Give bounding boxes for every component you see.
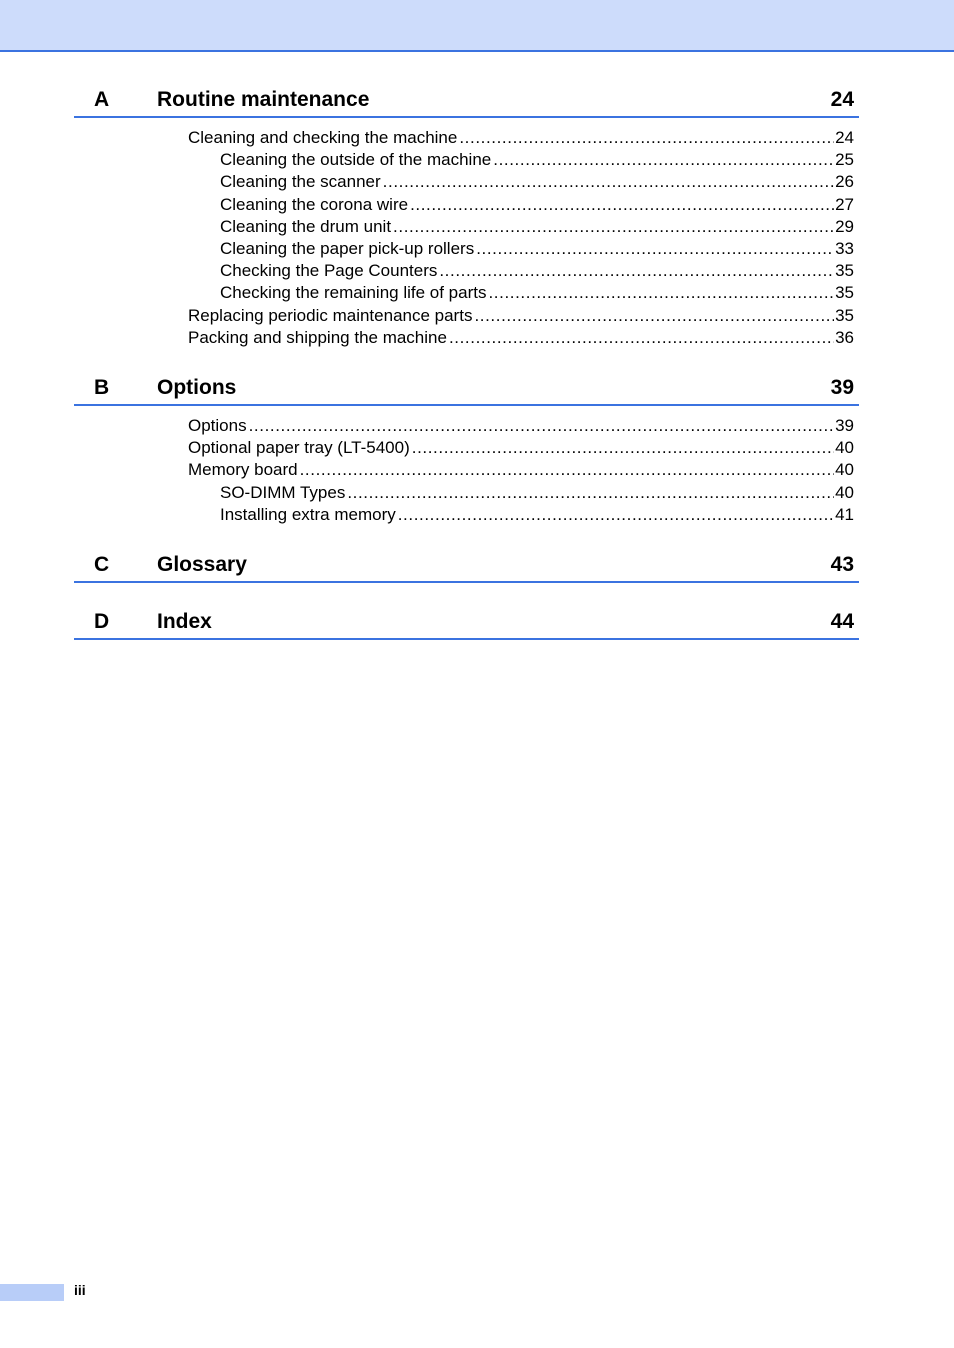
dot-leader <box>488 282 834 304</box>
toc-entry-title: Cleaning and checking the machine <box>188 128 458 147</box>
dot-leader <box>393 216 834 238</box>
toc-entry-title: Cleaning the drum unit <box>220 216 392 236</box>
dot-leader <box>347 482 834 504</box>
toc-entry-page: 35 <box>835 305 854 325</box>
chapter-heading[interactable] <box>74 551 859 583</box>
toc-entry-title: SO-DIMM Types <box>220 482 346 502</box>
dot-leader <box>439 260 834 282</box>
chapter-page-number: 39 <box>830 376 854 399</box>
chapter-letter: C <box>94 553 110 576</box>
toc-entry-page: 26 <box>835 172 854 192</box>
toc-entry[interactable] <box>220 504 854 526</box>
chapter-b <box>74 374 859 526</box>
toc-entry-title: Cleaning the paper pick-up rollers <box>220 238 475 258</box>
toc-entry-page: 36 <box>835 327 854 347</box>
toc-entry-title: Optional paper tray (LT-5400) <box>188 438 410 458</box>
toc-entry-title: Options <box>188 416 247 435</box>
dot-leader <box>474 305 834 327</box>
toc-entry-page: 27 <box>835 194 854 214</box>
chapter-title: Options <box>157 376 237 399</box>
footer-tab <box>0 1284 64 1301</box>
toc-entry[interactable] <box>220 282 854 304</box>
toc-entry-page: 41 <box>835 504 854 524</box>
toc-entry-page: 40 <box>835 460 854 480</box>
toc-entry-page: 39 <box>835 416 854 435</box>
chapter-entries <box>74 415 859 526</box>
toc-entry-title: Installing extra memory <box>220 504 396 524</box>
chapter-page-number: 44 <box>830 610 854 633</box>
toc-entry[interactable] <box>220 171 854 193</box>
toc-entry[interactable] <box>188 305 854 327</box>
toc-entry[interactable] <box>220 482 854 504</box>
chapter-entries <box>74 127 859 349</box>
chapter-page-number: 24 <box>830 88 854 111</box>
chapter-letter: D <box>94 610 110 633</box>
chapter-heading[interactable] <box>74 374 859 406</box>
toc-entry-page: 40 <box>835 438 854 458</box>
toc-entry-page: 25 <box>835 150 854 170</box>
toc-entry-page: 24 <box>835 128 854 147</box>
toc-entry[interactable] <box>220 238 854 260</box>
toc-entry[interactable] <box>220 149 854 171</box>
toc-entry[interactable] <box>188 459 854 481</box>
toc-entry-page: 29 <box>835 216 854 236</box>
chapter-page-number: 43 <box>830 553 854 576</box>
chapter-heading[interactable] <box>74 86 859 118</box>
chapter-letter: A <box>94 88 110 111</box>
chapter-c <box>74 551 859 583</box>
chapter-letter: B <box>94 376 110 399</box>
toc-entry-title: Packing and shipping the machine <box>188 327 447 347</box>
toc-entry-title: Cleaning the outside of the machine <box>220 150 492 170</box>
dot-leader <box>410 194 834 216</box>
toc-entry[interactable] <box>220 194 854 216</box>
header-band <box>0 0 954 52</box>
dot-leader <box>249 415 834 437</box>
toc-entry[interactable] <box>220 216 854 238</box>
footer-page-number: iii <box>74 1282 86 1298</box>
chapter-title: Routine maintenance <box>157 88 370 111</box>
toc-entry-page: 40 <box>835 482 854 502</box>
chapter-a <box>74 86 859 349</box>
dot-leader <box>459 127 834 149</box>
toc-entry-page: 35 <box>835 283 854 303</box>
toc-entry-title: Checking the Page Counters <box>220 261 438 281</box>
dot-leader <box>412 437 834 459</box>
toc-entry[interactable] <box>188 327 854 349</box>
toc-entry[interactable] <box>188 415 854 437</box>
toc-entry-page: 33 <box>835 238 854 258</box>
dot-leader <box>300 459 834 481</box>
chapter-title: Index <box>157 610 212 633</box>
chapter-title: Glossary <box>157 553 247 576</box>
toc-entry-title: Replacing periodic maintenance parts <box>188 305 473 325</box>
toc-entry-page: 35 <box>835 261 854 281</box>
toc-entry-title: Cleaning the corona wire <box>220 194 409 214</box>
chapter-heading[interactable] <box>74 608 859 640</box>
dot-leader <box>493 149 834 171</box>
toc-entry-title: Cleaning the scanner <box>220 172 381 192</box>
dot-leader <box>449 327 834 349</box>
toc-entry[interactable] <box>188 437 854 459</box>
chapter-d <box>74 608 859 640</box>
toc-entry-title: Checking the remaining life of parts <box>220 283 487 303</box>
toc-entry[interactable] <box>220 260 854 282</box>
dot-leader <box>383 171 834 193</box>
toc-entry-title: Memory board <box>188 460 298 480</box>
dot-leader <box>476 238 834 260</box>
toc-entry[interactable] <box>188 127 854 149</box>
dot-leader <box>398 504 834 526</box>
